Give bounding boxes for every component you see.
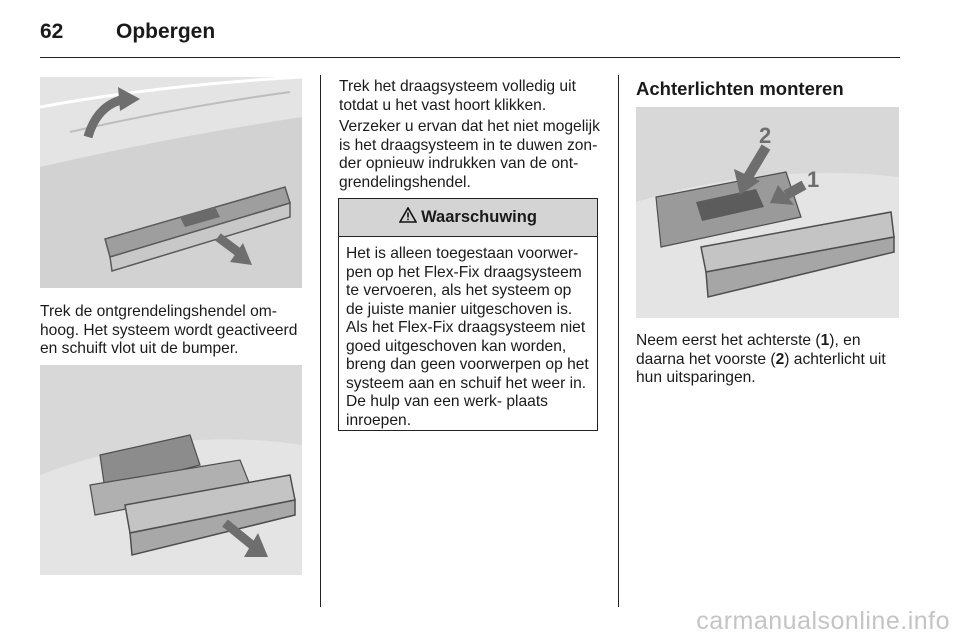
caption-release-handle: Trek de ontgrendelingshendel om- hoog. Het systeem wordt geactiveerd en schuift vlot uit de bumper. (40, 303, 298, 357)
column-divider-left (320, 75, 321, 607)
text-segment: Neem eerst het achterste ( (636, 332, 821, 349)
section-title: Achterlichten monteren (636, 78, 844, 99)
column-divider-right (618, 75, 619, 607)
warning-box (338, 198, 598, 431)
callout-2: 2 (759, 123, 772, 148)
warning-header (339, 199, 597, 237)
paragraph-pull-carrier: Trek het draagsysteem volledig uit totdat u het vast hoort klikken. (339, 78, 576, 114)
paragraph-verify-lock: Verzeker u ervan dat het niet mogelijk is het draagsysteem in te duwen zon- der opnieuw indrukken van de ont- grendelingshendel. (339, 118, 600, 191)
illustration-release-handle (40, 77, 302, 288)
watermark: carmanualsonline.info (696, 607, 950, 635)
text-segment: ) achterlicht uit hun uitsparingen. (636, 350, 886, 386)
ref-number-2: 2 (775, 350, 785, 368)
page-header (40, 20, 215, 44)
paragraph-remove-lights (636, 332, 900, 388)
page-title: Opbergen (116, 20, 216, 43)
callout-1: 1 (807, 167, 820, 192)
warning-icon (399, 207, 417, 228)
page-number: 62 (40, 20, 64, 43)
ref-number-1: 1 (820, 332, 830, 349)
text-segment: ), en daarna het voorste ( (636, 332, 861, 368)
illustration-extended-carrier (40, 365, 302, 575)
header-rule (40, 57, 900, 58)
warning-title: Waarschuwing (421, 208, 537, 226)
warning-body: Het is alleen toegestaan voorwer- pen op het Flex-Fix draagsysteem te vervoeren, als het systeem op de juiste manier uitgeschoven is. Als het Flex-Fix draagsysteem niet goed uitgeschoven kan worden, breng dan geen voorwerpen op het systeem aan en schuif het weer in. De hulp van een werk- plaats inroepen. (346, 245, 589, 429)
illustration-rear-lights (636, 107, 899, 318)
